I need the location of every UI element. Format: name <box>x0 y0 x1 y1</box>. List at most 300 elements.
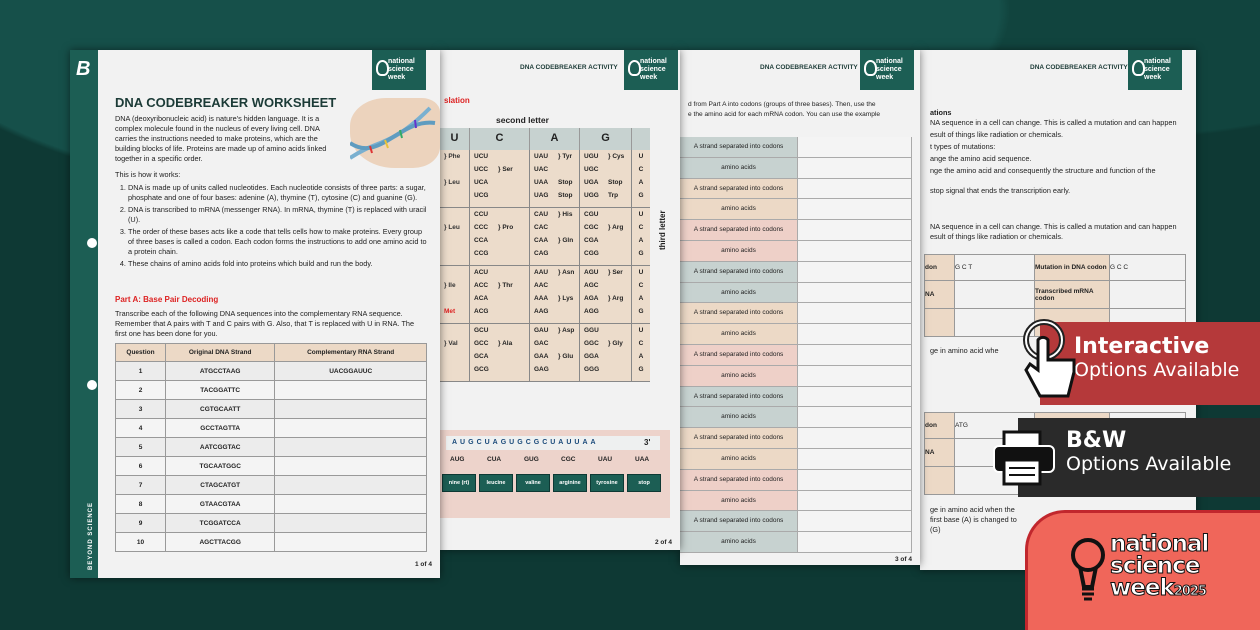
mutations-text <box>930 108 1190 242</box>
answer-cell[interactable] <box>798 199 912 219</box>
printer-icon <box>990 430 1060 488</box>
table-cell: CGTGCAATT <box>166 400 275 419</box>
table-cell: AGCTTACGG <box>166 533 275 552</box>
amino-acid-label <box>440 211 469 224</box>
amino-acid-label: } Cys <box>608 153 625 160</box>
third-letter-label: third letter <box>658 210 667 250</box>
codon: UAA <box>534 179 549 186</box>
amino-acid-label: } Glu <box>558 353 574 360</box>
worksheet-page-2 <box>440 50 680 550</box>
codon-wheel-table <box>440 128 650 382</box>
amino-acid-label: } Tyr <box>558 153 572 160</box>
amino-acid-label <box>440 250 469 263</box>
amino-acid-label: } Thr <box>498 282 513 289</box>
third-letter: G <box>638 366 644 373</box>
codon-cell <box>580 266 632 323</box>
amino-acid-box: valine <box>516 474 550 492</box>
amino-acid-label: } Ser <box>498 166 513 173</box>
third-letter: U <box>638 269 644 276</box>
amino-acid-label: } Ser <box>608 269 623 276</box>
amino-acid-label: } Leu <box>444 179 460 186</box>
amino-acids-label: amino acids <box>680 366 798 386</box>
codon: CGU <box>584 211 599 218</box>
third-letter: A <box>638 353 644 360</box>
codon: UAG <box>534 192 549 199</box>
amino-acid-label: Stop <box>558 179 573 186</box>
table-cell: ATGCCTAAG <box>166 362 275 381</box>
answer-cell[interactable] <box>798 303 912 323</box>
answer-cell[interactable] <box>798 345 912 365</box>
how-label: This is how it works: <box>115 170 181 179</box>
codon: ACU <box>474 269 489 276</box>
table-cell: 2 <box>116 381 166 400</box>
codon-row <box>680 449 912 470</box>
codon: GGU <box>584 327 599 334</box>
answer-cell[interactable] <box>798 366 912 386</box>
answer-cell[interactable] <box>275 476 427 495</box>
codon: UGU <box>584 153 599 160</box>
table-cell: 1 <box>116 362 166 381</box>
section-title: Part A: Base Pair Decoding <box>115 295 219 304</box>
codon: GCU <box>474 327 489 334</box>
codon: CCU <box>474 211 489 218</box>
column-header: Complementary RNA Strand <box>275 344 427 362</box>
dna-helix-image <box>350 98 440 168</box>
touch-hand-icon <box>1020 318 1078 408</box>
table-cell: 5 <box>116 438 166 457</box>
codon-strand-label: A strand separated into codons <box>680 179 798 199</box>
codon: GAA <box>534 353 549 360</box>
codon: UAU <box>534 153 549 160</box>
mutation-table-2: don ATG NA <box>924 412 1186 495</box>
binder-hole <box>87 238 97 248</box>
amino-acid-label <box>440 237 469 250</box>
table-cell: TCGGATCCA <box>166 514 275 533</box>
table-cell: 7 <box>116 476 166 495</box>
mutation-table-1: don G C T Mutation in DNA codon G C C NA Transcribed mRNA codon <box>924 254 1186 337</box>
second-letter-label: second letter <box>496 115 549 125</box>
amino-acid-label: } Val <box>444 340 458 347</box>
page-number: 1 of 4 <box>415 561 432 568</box>
intro-text: DNA (deoxyribonucleic acid) is nature's hidden language. It is a complex molecule found in the nucleus of every living cell. DNA carries the instructions needed to make proteins, which are the building blocks of life. Proteins are made up of amino acids linked together in a specific order. <box>115 114 327 163</box>
codon-table <box>680 137 912 553</box>
codon-cell <box>530 208 580 265</box>
codon-cell <box>530 150 580 207</box>
table-cell: GTAACGTAA <box>166 495 275 514</box>
codon: GGG <box>584 366 600 373</box>
question-text: ge in amino acid whe <box>930 346 999 355</box>
amino-acids-label: amino acids <box>680 491 798 511</box>
answer-cell[interactable] <box>798 491 912 511</box>
amino-acid-label <box>440 353 469 366</box>
codon: CGC <box>584 224 599 231</box>
codon-label: AUG <box>450 456 465 463</box>
answer-cell[interactable] <box>275 400 427 419</box>
answer-cell[interactable] <box>798 387 912 407</box>
codon-strand-label: A strand separated into codons <box>680 137 798 157</box>
amino-acid-label <box>440 327 469 340</box>
codon-row <box>680 283 912 304</box>
codon-row <box>680 303 912 324</box>
worksheet-page-1 <box>70 50 440 578</box>
table-header-row <box>116 344 427 362</box>
answer-cell[interactable] <box>798 449 912 469</box>
answer-cell[interactable] <box>798 407 912 427</box>
amino-acids-label: amino acids <box>680 449 798 469</box>
amino-acid-label <box>440 192 469 205</box>
page-number: 3 of 4 <box>895 556 912 563</box>
answer-cell[interactable] <box>798 262 912 282</box>
table-row <box>116 400 427 419</box>
answer-cell[interactable] <box>798 324 912 344</box>
codon-block-row <box>440 150 650 208</box>
second-letter-header: C <box>470 128 530 150</box>
amino-acid-box: stop <box>627 474 661 492</box>
codon-row <box>680 262 912 283</box>
answer-cell[interactable] <box>275 457 427 476</box>
amino-acid-label: } Arg <box>608 224 624 231</box>
table-row <box>116 495 427 514</box>
amino-acid-label: Met <box>444 308 456 315</box>
nsw-logo: national science week <box>1128 50 1182 90</box>
amino-acid-label: } His <box>558 211 573 218</box>
amino-acids-label: amino acids <box>680 283 798 303</box>
codon: AGG <box>584 308 599 315</box>
codon: GCG <box>474 366 489 373</box>
text-line: nge the amino acid and consequently the structure and function of the <box>930 166 1156 175</box>
sequence-codon: UAU <box>550 439 575 446</box>
codon: AAC <box>534 282 549 289</box>
step-item: 1. DNA is made up of units called nucleotides. Each nucleotide consists of three parts: a sugar, phosphate and one of four bases: adenine (A), thymine (T), cytosine (C) and guanine (G). <box>128 183 428 203</box>
text-line: NA sequence in a cell can change. This is called a mutation and can happen <box>930 118 1177 127</box>
codon: ACC <box>474 282 489 289</box>
answer-cell[interactable]: UACGGAUUC <box>275 362 427 381</box>
step-item: 3. The order of these bases acts like a code that tells cells how to make proteins. Every group of three bases is called a codon. Each codon forms the instructions to add one amino acid to a protein chain. <box>128 227 428 257</box>
amino-acid-label <box>440 269 469 282</box>
sequence-end-label: 3' <box>644 438 651 447</box>
question-text: ge in amino acid when the first base (A) is changed to (G) <box>930 505 1017 534</box>
third-letter: G <box>638 250 644 257</box>
codon-row <box>680 345 912 366</box>
page-number: 2 of 4 <box>655 539 672 546</box>
answer-cell[interactable] <box>798 283 912 303</box>
sequence-codon: UAA <box>574 439 599 446</box>
codon-strand-label: A strand separated into codons <box>680 220 798 240</box>
third-letter: U <box>638 153 644 160</box>
codon-cell <box>580 324 632 381</box>
codon: AAU <box>534 269 549 276</box>
third-letter: A <box>638 295 644 302</box>
amino-acids-label: amino acids <box>680 324 798 344</box>
table-row <box>116 514 427 533</box>
codon: GAU <box>534 327 549 334</box>
amino-acids-label: amino acids <box>680 241 798 261</box>
sequence-codon: CUA <box>476 439 501 446</box>
answer-cell[interactable] <box>798 220 912 240</box>
codon: AGU <box>584 269 599 276</box>
third-letter: A <box>638 179 644 186</box>
instructions: d from Part A into codons (groups of three bases). Then, use the e the amino acid for each mRNA codon. You can use the example <box>688 101 881 118</box>
interactive-options-badge[interactable]: Interactive Options Available <box>1040 322 1260 405</box>
codon-cell <box>470 266 530 323</box>
codon: AAA <box>534 295 549 302</box>
second-letter-header: G <box>580 128 632 150</box>
page-title: DNA CODEBREAKER WORKSHEET <box>115 95 337 110</box>
lightbulb-icon <box>1070 537 1106 607</box>
third-letter: G <box>638 192 644 199</box>
third-letter: C <box>638 282 644 289</box>
codon-label: UAU <box>598 456 613 463</box>
codon-strand-label: A strand separated into codons <box>680 387 798 407</box>
table-cell: TGCAATGGC <box>166 457 275 476</box>
codon-row <box>680 324 912 345</box>
codon: GCA <box>474 353 489 360</box>
amino-acid-label: } Gly <box>608 340 623 347</box>
answer-cell[interactable] <box>275 495 427 514</box>
answer-cell[interactable] <box>275 533 427 552</box>
worksheet-page-3 <box>680 50 920 565</box>
table-cell: 10 <box>116 533 166 552</box>
table-cell: 6 <box>116 457 166 476</box>
table-cell: 3 <box>116 400 166 419</box>
table-row <box>116 362 427 381</box>
codon-block-row <box>440 324 650 382</box>
third-letter: C <box>638 340 644 347</box>
codon-row <box>680 137 912 158</box>
text-line: stop signal that ends the transcription early. <box>930 186 1071 195</box>
codon-block-row <box>440 208 650 266</box>
codon-label: UAA <box>635 456 650 463</box>
codon: GAC <box>534 340 549 347</box>
side-label: BEYOND SCIENCE <box>88 501 94 570</box>
third-letter: C <box>638 224 644 231</box>
codon: UGC <box>584 166 599 173</box>
codon: CCG <box>474 250 489 257</box>
amino-acids-label: amino acids <box>680 199 798 219</box>
third-letter: U <box>638 327 644 334</box>
codon: ACA <box>474 295 489 302</box>
answer-cell[interactable] <box>275 381 427 400</box>
answer-cell[interactable] <box>798 532 912 552</box>
nsw-logo: national science week <box>860 50 914 90</box>
amino-acid-label: } Asp <box>558 327 575 334</box>
section-title: slation <box>444 96 470 105</box>
codon: CAC <box>534 224 549 231</box>
text-line: t types of mutations: <box>930 142 996 151</box>
codon-strand-label: A strand separated into codons <box>680 262 798 282</box>
codon: GAG <box>534 366 549 373</box>
codon-cell <box>580 208 632 265</box>
table-row <box>116 438 427 457</box>
amino-acid-label <box>440 295 469 308</box>
amino-acid-label: } Asn <box>558 269 575 276</box>
codon-cell <box>470 324 530 381</box>
text-line: esult of things like radiation or chemicals. <box>930 232 1064 241</box>
codon-block-row <box>440 266 650 324</box>
codon: ACG <box>474 308 489 315</box>
codon: CGG <box>584 250 599 257</box>
answer-cell[interactable] <box>798 241 912 261</box>
codon-label: CUA <box>487 456 502 463</box>
amino-acid-box: leucine <box>479 474 513 492</box>
codon-strand-label: A strand separated into codons <box>680 428 798 448</box>
answer-cell[interactable] <box>798 137 912 157</box>
answer-cell[interactable] <box>275 419 427 438</box>
table-cell: CTAGCATGT <box>166 476 275 495</box>
table-row <box>116 381 427 400</box>
amino-acids-label: amino acids <box>680 407 798 427</box>
codon-label: CGC <box>561 456 576 463</box>
answer-cell[interactable] <box>798 428 912 448</box>
codon: AGA <box>584 295 599 302</box>
codon-strand-label: A strand separated into codons <box>680 345 798 365</box>
amino-acid-label: Trp <box>608 192 619 199</box>
column-header: Original DNA Strand <box>166 344 275 362</box>
amino-acid-label: } Lys <box>558 295 574 302</box>
codon: UGG <box>584 192 599 199</box>
codon: AGC <box>584 282 599 289</box>
codon: CAG <box>534 250 549 257</box>
nsw-logo: national science week <box>624 50 678 90</box>
codon: UCA <box>474 179 489 186</box>
amino-acid-label: } Pro <box>498 224 514 231</box>
amino-acid-box: arginine <box>553 474 587 492</box>
answer-cell[interactable] <box>798 511 912 531</box>
answer-cell[interactable] <box>275 514 427 533</box>
example-panel <box>440 430 670 518</box>
answer-cell[interactable] <box>275 438 427 457</box>
table-cell: AATCGGTAC <box>166 438 275 457</box>
page-header: DNA CODEBREAKER ACTIVITY <box>1030 64 1128 71</box>
codon-strand-label: A strand separated into codons <box>680 511 798 531</box>
steps-list <box>128 183 428 271</box>
text-line: ange the amino acid sequence. <box>930 154 1032 163</box>
codon: UCC <box>474 166 489 173</box>
codon-row <box>680 511 912 532</box>
amino-acid-label: } Phe <box>444 153 461 160</box>
table-cell: 8 <box>116 495 166 514</box>
text-line: esult of things like radiation or chemicals. <box>930 130 1064 139</box>
codon: GGC <box>584 340 599 347</box>
codon-cell <box>470 150 530 207</box>
sequence-codon: GUG <box>500 439 526 446</box>
base-pair-table <box>115 343 427 552</box>
amino-acid-label <box>440 166 469 179</box>
codon-cell <box>470 208 530 265</box>
amino-acids-label: amino acids <box>680 532 798 552</box>
codon: CCC <box>474 224 489 231</box>
amino-acid-label: Stop <box>608 179 623 186</box>
codon-row <box>680 179 912 200</box>
codon-label: GUG <box>524 456 539 463</box>
table-cell: GCCTAGTTA <box>166 419 275 438</box>
codon-row <box>680 491 912 512</box>
mrna-sequence <box>446 436 660 450</box>
codon-row <box>680 428 912 449</box>
amino-acids-label: amino acids <box>680 158 798 178</box>
table-row <box>116 476 427 495</box>
codon: UGA <box>584 179 599 186</box>
table-row <box>116 533 427 552</box>
codon: AAG <box>534 308 549 315</box>
codon: UAC <box>534 166 549 173</box>
table-cell: 4 <box>116 419 166 438</box>
codon: CAA <box>534 237 549 244</box>
step-item: 4. These chains of amino acids fold into proteins which build and run the body. <box>128 259 428 269</box>
third-letter: U <box>638 211 644 218</box>
page-header: DNA CODEBREAKER ACTIVITY <box>520 64 618 71</box>
codon-row <box>680 241 912 262</box>
amino-acid-label: } Leu <box>444 224 460 231</box>
answer-cell[interactable] <box>798 158 912 178</box>
amino-acid-label: } Gln <box>558 237 574 244</box>
codon-row <box>680 470 912 491</box>
codon-row <box>680 199 912 220</box>
answer-cell[interactable] <box>798 179 912 199</box>
codon-strand-label: A strand separated into codons <box>680 470 798 490</box>
side-bar <box>70 50 98 578</box>
codon-row <box>680 220 912 241</box>
step-item: 2. DNA is transcribed to mRNA (messenger RNA). In mRNA, thymine (T) is replaced with uracil (U). <box>128 205 428 225</box>
amino-acid-label: } Ile <box>444 282 456 289</box>
codon: CCA <box>474 237 489 244</box>
table-cell: TACGGATTC <box>166 381 275 400</box>
national-science-week-badge: national science week2025 <box>1025 510 1260 630</box>
second-letter-header: U <box>440 128 470 150</box>
amino-acid-box: tyrosine <box>590 474 624 492</box>
codon: UCG <box>474 192 489 199</box>
codon: GGA <box>584 353 599 360</box>
table-row <box>116 457 427 476</box>
amino-acid-label: Stop <box>558 192 573 199</box>
second-letter-header: A <box>530 128 580 150</box>
third-letter: C <box>638 166 644 173</box>
codon: CGA <box>584 237 599 244</box>
sequence-codon: CGC <box>525 439 551 446</box>
codon-strand-label: A strand separated into codons <box>680 303 798 323</box>
codon-row <box>680 158 912 179</box>
column-header: Question <box>116 344 166 362</box>
table-row <box>116 419 427 438</box>
bw-options-badge[interactable]: B&W Options Available <box>1018 418 1260 497</box>
codon-row <box>680 387 912 408</box>
amino-acid-label: } Ala <box>498 340 513 347</box>
nsw-logo: national science week <box>372 50 426 90</box>
codon-row <box>680 366 912 387</box>
part-a-instructions: Transcribe each of the following DNA sequences into the complementary RNA sequence. Remember that A pairs with T and C pairs with G. Also, that T is replaced with U in RNA. The first one has been done for you. <box>115 309 415 338</box>
dna-helix-icon <box>350 98 440 168</box>
codon: GCC <box>474 340 489 347</box>
codon: CAU <box>534 211 549 218</box>
codon-cell <box>530 324 580 381</box>
amino-acid-label <box>440 366 469 379</box>
answer-cell[interactable] <box>798 470 912 490</box>
text-line: NA sequence in a cell can change. This is called a mutation and can happen <box>930 222 1177 231</box>
codon-cell <box>580 150 632 207</box>
sequence-codon: AUG <box>452 439 477 446</box>
binder-hole <box>87 380 97 390</box>
amino-acid-label: } Arg <box>608 295 624 302</box>
section-title: ations <box>930 108 952 117</box>
codon-cell <box>530 266 580 323</box>
third-letter: G <box>638 308 644 315</box>
amino-acid-box: nine (rt) <box>442 474 476 492</box>
codon-row <box>680 532 912 553</box>
codon-row <box>680 407 912 428</box>
third-letter: A <box>638 237 644 244</box>
codon: UCU <box>474 153 489 160</box>
table-cell: 9 <box>116 514 166 533</box>
